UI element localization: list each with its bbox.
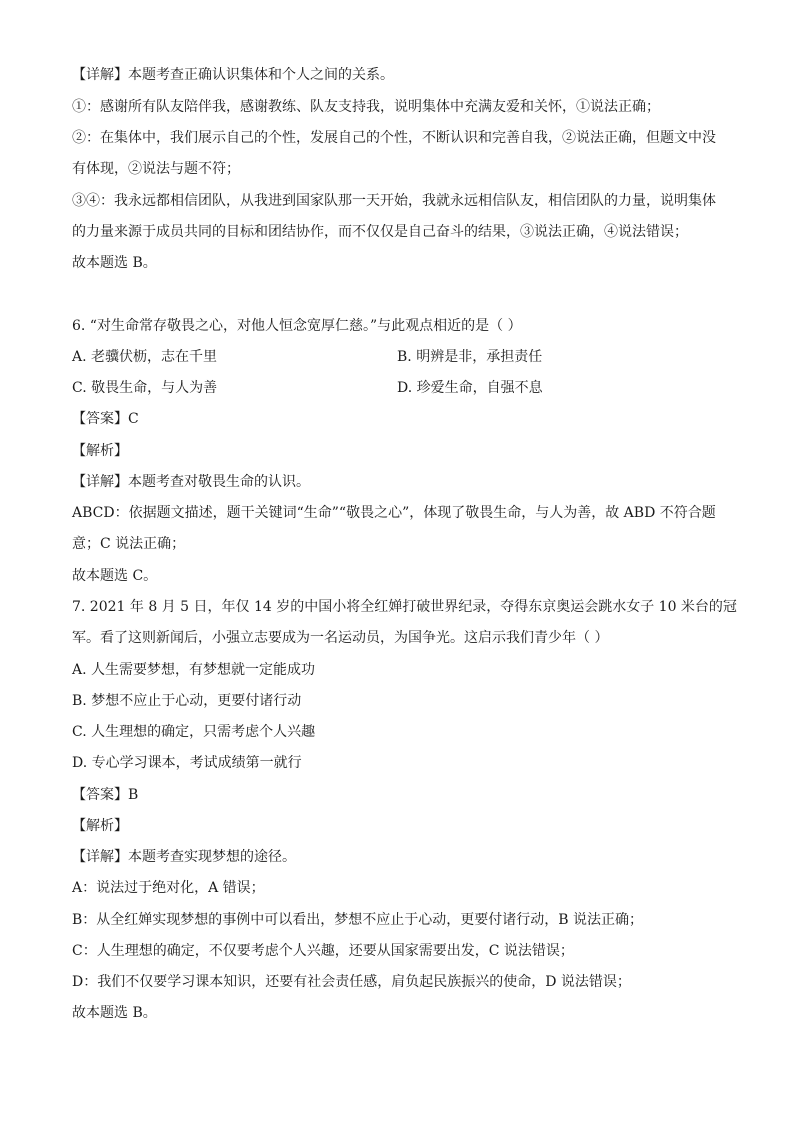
q7-option-a: A. 人生需要梦想，有梦想就一定能成功 (72, 662, 316, 678)
q6-option-c: C. 敬畏生命，与人为善 (72, 380, 218, 396)
q6-option-b: B. 明辨是非，承担责任 (397, 349, 543, 365)
q6-answer: 【答案】C (72, 411, 139, 427)
q6-conclusion: 故本题选 C。 (72, 568, 158, 584)
q7-answer: 【答案】B (72, 787, 139, 803)
q7-analysis-a: A：说法过于绝对化，A 错误； (72, 880, 265, 896)
q7-option-d: D. 专心学习课本，考试成绩第一就行 (72, 755, 302, 771)
q6-analysis-line-1: ABCD：依据题文描述，题干关键词“生命”“敬畏之心”，体现了敬畏生命，与人为善，故 ABD 不符合题 (72, 505, 716, 521)
q5-detail-heading: 【详解】本题考查正确认识集体和个人之间的关系。 (72, 67, 394, 83)
q6-detail-heading: 【详解】本题考查对敬畏生命的认识。 (72, 474, 310, 490)
q7-stem-line-1: 7. 2021 年 8 月 5 日，年仅 14 岁的中国小将全红婵打破世界纪录，夺得东京奥运会跳水女子 10 米台的冠 (72, 599, 737, 615)
q6-stem: 6. “对生命常存敬畏之心，对他人恒念宽厚仁慈。”与此观点相近的是（ ） (72, 318, 522, 334)
q7-analysis-d: D：我们不仅要学习课本知识，还要有社会责任感，肩负起民族振兴的使命，D 说法错误； (72, 974, 631, 990)
q5-analysis-point-1: ①：感谢所有队友陪伴我，感谢教练、队友支持我，说明集体中充满友爱和关怀，①说法正确； (72, 99, 660, 115)
q7-analysis-b: B：从全红婵实现梦想的事例中可以看出，梦想不应止于心动，更要付诸行动，B 说法正确； (72, 912, 644, 928)
q7-analysis-label: 【解析】 (72, 818, 128, 834)
q6-analysis-label: 【解析】 (72, 443, 128, 459)
q7-option-c: C. 人生理想的确定，只需考虑个人兴趣 (72, 724, 316, 740)
q5-analysis-point-2-line-1: ②：在集体中，我们展示自己的个性，发展自己的个性，不断认识和完善自我，②说法正确，但题文中没 (72, 130, 716, 146)
q5-analysis-point-34-line-1: ③④：我永远都相信团队，从我进到国家队那一天开始，我就永远相信队友，相信团队的力量，说明集体 (72, 193, 716, 209)
q7-option-b: B. 梦想不应止于心动，更要付诸行动 (72, 693, 302, 709)
q6-option-d: D. 珍爱生命，自强不息 (397, 380, 543, 396)
q5-analysis-point-34-line-2: 的力量来源于成员共同的目标和团结协作，而不仅仅是自己奋斗的结果，③说法正确，④说法错误； (72, 224, 688, 240)
q7-conclusion: 故本题选 B。 (72, 1005, 157, 1021)
q5-conclusion: 故本题选 B。 (72, 255, 157, 271)
q7-detail-heading: 【详解】本题考查实现梦想的途径。 (72, 849, 296, 865)
q6-option-a: A. 老骥伏枥，志在千里 (72, 349, 218, 365)
q7-analysis-c: C：人生理想的确定，不仅要考虑个人兴趣，还要从国家需要出发，C 说法错误； (72, 943, 574, 959)
q5-analysis-point-2-line-2: 有体现，②说法与题不符； (72, 161, 240, 177)
q6-analysis-line-2: 意；C 说法正确； (72, 536, 186, 552)
q7-stem-line-2: 军。看了这则新闻后，小强立志要成为一名运动员，为国争光。这启示我们青少年（ ） (72, 630, 609, 646)
